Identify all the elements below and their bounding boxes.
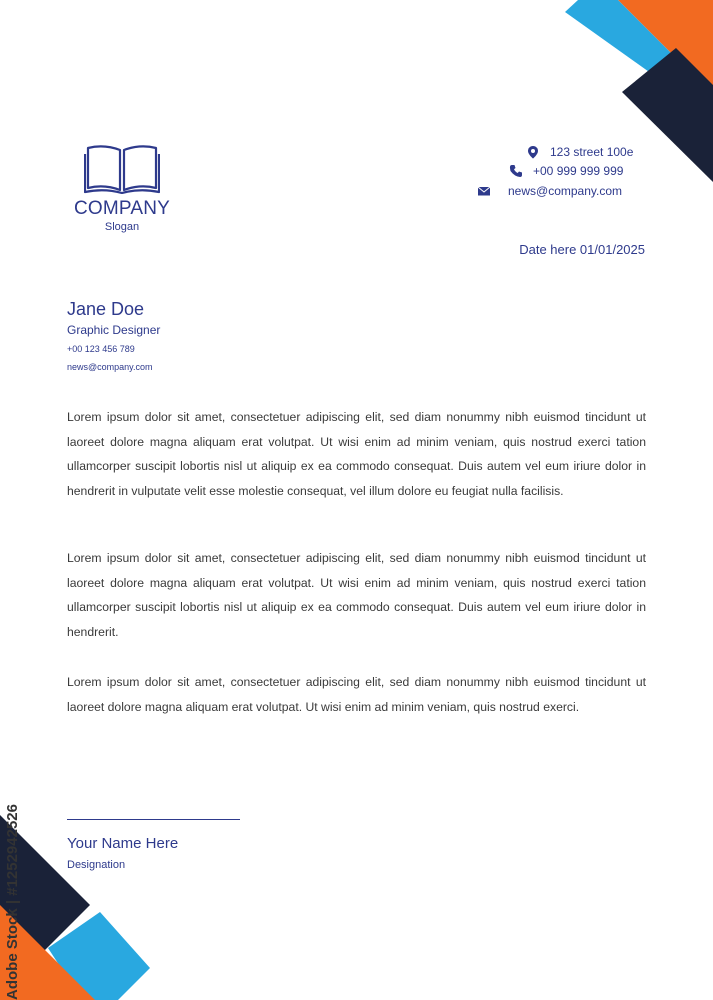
signature-designation: Designation bbox=[67, 859, 126, 871]
stock-watermark-label: Adobe Stock | #1252942526 bbox=[4, 804, 21, 1000]
body-paragraph-2: Lorem ipsum dolor sit amet, consectetuer adipiscing elit, sed diam nonummy nibh euismod tincidunt ut laoreet dolore magna aliquam erat volutpat. Ut wisi enim ad minim veniam, quis nostrud exerci tation ullamcorper suscipit lobortis nisl ut aliquip ex ea commodo consequat. Duis autem vel eum iriure dolor in hendrerit. bbox=[67, 551, 646, 639]
letter-date: Date here 01/01/2025 bbox=[519, 242, 645, 257]
contact-address-row bbox=[526, 145, 633, 159]
contact-email-row bbox=[477, 184, 622, 198]
signature-name: Your Name Here bbox=[67, 835, 179, 852]
company-name: COMPANY bbox=[73, 198, 171, 219]
body-paragraph-3: Lorem ipsum dolor sit amet, consectetuer adipiscing elit, sed diam nonummy nibh euismod tincidunt ut laoreet dolore magna aliquam erat volutpat. Ut wisi enim ad minim veniam, quis nostrud exerci. bbox=[67, 675, 646, 714]
sender-title: Graphic Designer bbox=[67, 323, 161, 337]
body-paragraph-1: Lorem ipsum dolor sit amet, consectetuer adipiscing elit, sed diam nonummy nibh euismod tincidunt ut laoreet dolore magna aliquam erat volutpat. Ut wisi enim ad minim veniam, quis nostrud exerci tation ullamcorper suscipit lobortis nisl ut aliquip ex ea commodo consequat. Duis autem vel eum iriure dolor in hendrerit in vulputate velit esse molestie consequat, vel illum dolore eu feugiat nulla facilisis. bbox=[67, 410, 646, 498]
phone-icon bbox=[509, 164, 523, 178]
contact-phone-row bbox=[509, 164, 623, 178]
contact-phone: +00 999 999 999 bbox=[533, 164, 624, 178]
mail-icon bbox=[477, 184, 491, 198]
sender-email: news@company.com bbox=[67, 362, 153, 372]
signature-line bbox=[67, 819, 240, 820]
sender-name: Jane Doe bbox=[67, 299, 145, 319]
sender-phone: +00 123 456 789 bbox=[67, 344, 135, 354]
contact-address: 123 street 100e bbox=[550, 145, 634, 159]
location-pin-icon bbox=[526, 145, 540, 159]
contact-email: news@company.com bbox=[508, 184, 622, 198]
book-logo-icon bbox=[84, 142, 160, 194]
company-slogan: Slogan bbox=[104, 221, 140, 233]
